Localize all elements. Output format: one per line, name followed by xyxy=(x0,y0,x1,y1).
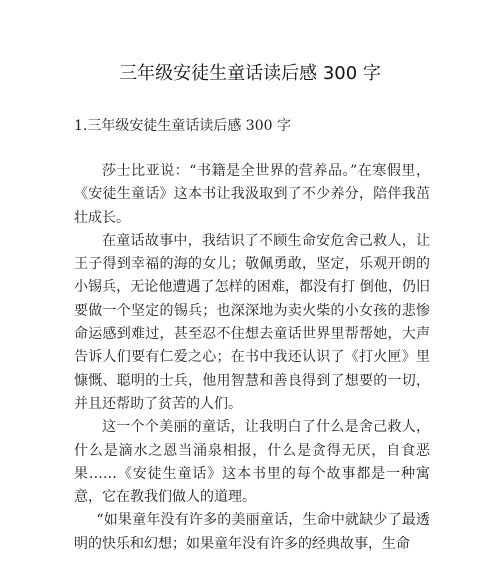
document-body xyxy=(74,160,430,556)
document-title: 三年级安徒生童话读后感 300 字 xyxy=(119,63,381,84)
section-heading: 1.三年级安徒生童话读后感 300 字 xyxy=(74,118,291,134)
paragraph-1: 莎士比亚说：“书籍是全世界的营养品。”在寒假里，《安徒生童话》这本书让我汲取到了不少养分，陪伴我茁壮成长。 xyxy=(74,163,430,226)
paragraph-3: 这一个个美丽的童话，让我明白了什么是舍己救人，什么是滴水之恩当涌泉相报，什么是贪得无厌，自食恶果……《安徒生童话》这本书里的每个故事都是一种寓意，它在教我们做人的道理。 xyxy=(74,419,430,506)
paragraph-2: 在童话故事中，我结识了不顾生命安危舍己救人，让王子得到幸福的海的女儿；敬佩勇敢，坚定，乐观开朗的小锡兵，无论他遭遇了怎样的困难，都没有打 倒他，仍旧要做一个坚定的锡兵；也深深地为卖火柴的小女孩的悲惨命运感到难过，甚至忍不住想去童话世界里帮帮她，大声告诉人们要有仁爱之心；在书中我还认识了《打火匣》里慷慨、聪明的士兵，他用智慧和善良得到了想要的一切，并且还帮助了贫苦的人们。 xyxy=(74,232,430,412)
paragraph-4: “如果童年没有许多的美丽童话，生命中就缺少了最透明的快乐和幻想；如果童年没有许多的经典故事，生命 xyxy=(74,512,430,552)
